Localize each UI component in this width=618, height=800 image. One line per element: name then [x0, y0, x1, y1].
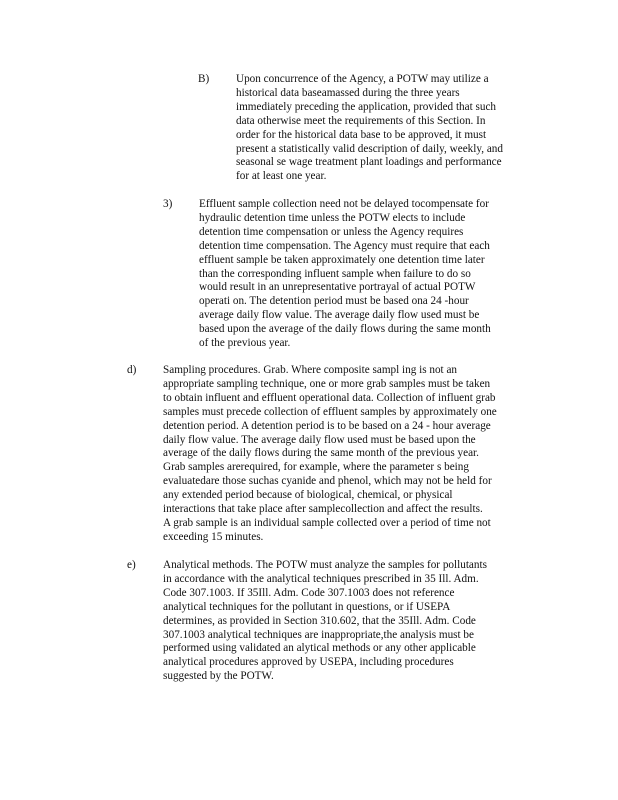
text-line: Code 307.1003. If 35Ill. Adm. Code 307.1003 does not reference: [163, 586, 455, 599]
text-line: Grab samples arerequired, for example, where the parameter s being: [163, 461, 469, 474]
subsection-marker: B): [198, 73, 210, 85]
text-line: A grab sample is an individual sample collected over a period of time not: [163, 516, 491, 529]
text-line: performed using validated an alytical methods or any other applicable: [163, 642, 476, 655]
text-line: analytical procedures approved by USEPA, including procedures: [163, 656, 454, 669]
text-line: detention time compensation. The Agency must require that each: [199, 239, 490, 252]
text-line: would result in an unrepresentative portrayal of actual POTW: [199, 281, 476, 294]
text-line: analytical techniques for the pollutant in questions, or if USEPA: [163, 600, 451, 613]
section-marker: d): [127, 364, 137, 376]
text-line: detention period. A detention period is to be based on a 24 - hour average: [163, 419, 491, 432]
text-line: hydraulic detention time unless the POTW elects to include: [199, 211, 466, 224]
text-line: detention time compensation or unless the Agency requires: [199, 225, 464, 238]
text-line: immediately preceding the application, provided that such: [236, 100, 497, 113]
paragraph-marker: 3): [163, 198, 173, 210]
text-line: Analytical methods. The POTW must analyze the samples for pollutants: [163, 559, 487, 571]
text-line: operati on. The detention period must be based ona 24 -hour: [199, 295, 469, 308]
text-line: Effluent sample collection need not be delayed tocompensate for: [199, 198, 489, 210]
text-line: any extended period because of biological, chemical, or physical: [163, 489, 453, 502]
section-text: [163, 364, 497, 545]
subsection-text: [236, 73, 503, 184]
text-line: in accordance with the analytical techniques prescribed in 35 Ill. Adm.: [163, 572, 479, 585]
text-line: determines, as provided in Section 310.602, that the 35Ill. Adm. Code: [163, 614, 476, 627]
text-line: to obtain influent and effluent operational data. Collection of influent grab: [163, 391, 496, 404]
text-line: suggested by the POTW.: [163, 670, 274, 683]
section-marker: e): [127, 559, 136, 571]
text-line: seasonal se wage treatment plant loadings and performance: [236, 156, 502, 169]
text-line: present a statistically valid description of daily, weekly, and: [236, 142, 503, 155]
text-line: samples must precede collection of effluent samples by approximately one: [163, 405, 497, 418]
text-line: exceeding 15 minutes.: [163, 530, 264, 543]
text-line: interactions that take place after samplecollection and affect the results.: [163, 503, 483, 516]
text-line: Sampling procedures. Grab. Where composite sampl ing is not an: [163, 364, 458, 376]
text-line: evaluatedare those suchas cyanide and phenol, which may not be held for: [163, 475, 492, 488]
text-line: average daily flow value. The average daily flow used must be: [199, 309, 480, 322]
text-line: daily flow value. The average daily flow used must be based upon the: [163, 433, 476, 446]
text-line: historical data baseamassed during the three years: [236, 86, 460, 99]
text-line: of the previous year.: [199, 337, 291, 350]
paragraph-text: [199, 198, 491, 351]
text-line: average of the daily flows during the same month of the previous year.: [163, 447, 479, 460]
section-text: [163, 559, 487, 684]
text-line: based upon the average of the daily flows during the same month: [199, 323, 491, 336]
text-line: 307.1003 analytical techniques are inappropriate,the analysis must be: [163, 628, 474, 641]
text-line: order for the historical data base to be approved, it must: [236, 128, 487, 141]
text-line: data otherwise meet the requirements of this Section. In: [236, 114, 486, 127]
text-line: than the corresponding influent sample when failure to do so: [199, 267, 471, 280]
text-line: appropriate sampling technique, one or more grab samples must be taken: [163, 377, 491, 390]
text-line: for at least one year.: [236, 170, 327, 183]
text-line: Upon concurrence of the Agency, a POTW may utilize a: [236, 73, 489, 85]
text-line: effluent sample be taken approximately one detention time later: [199, 253, 485, 266]
